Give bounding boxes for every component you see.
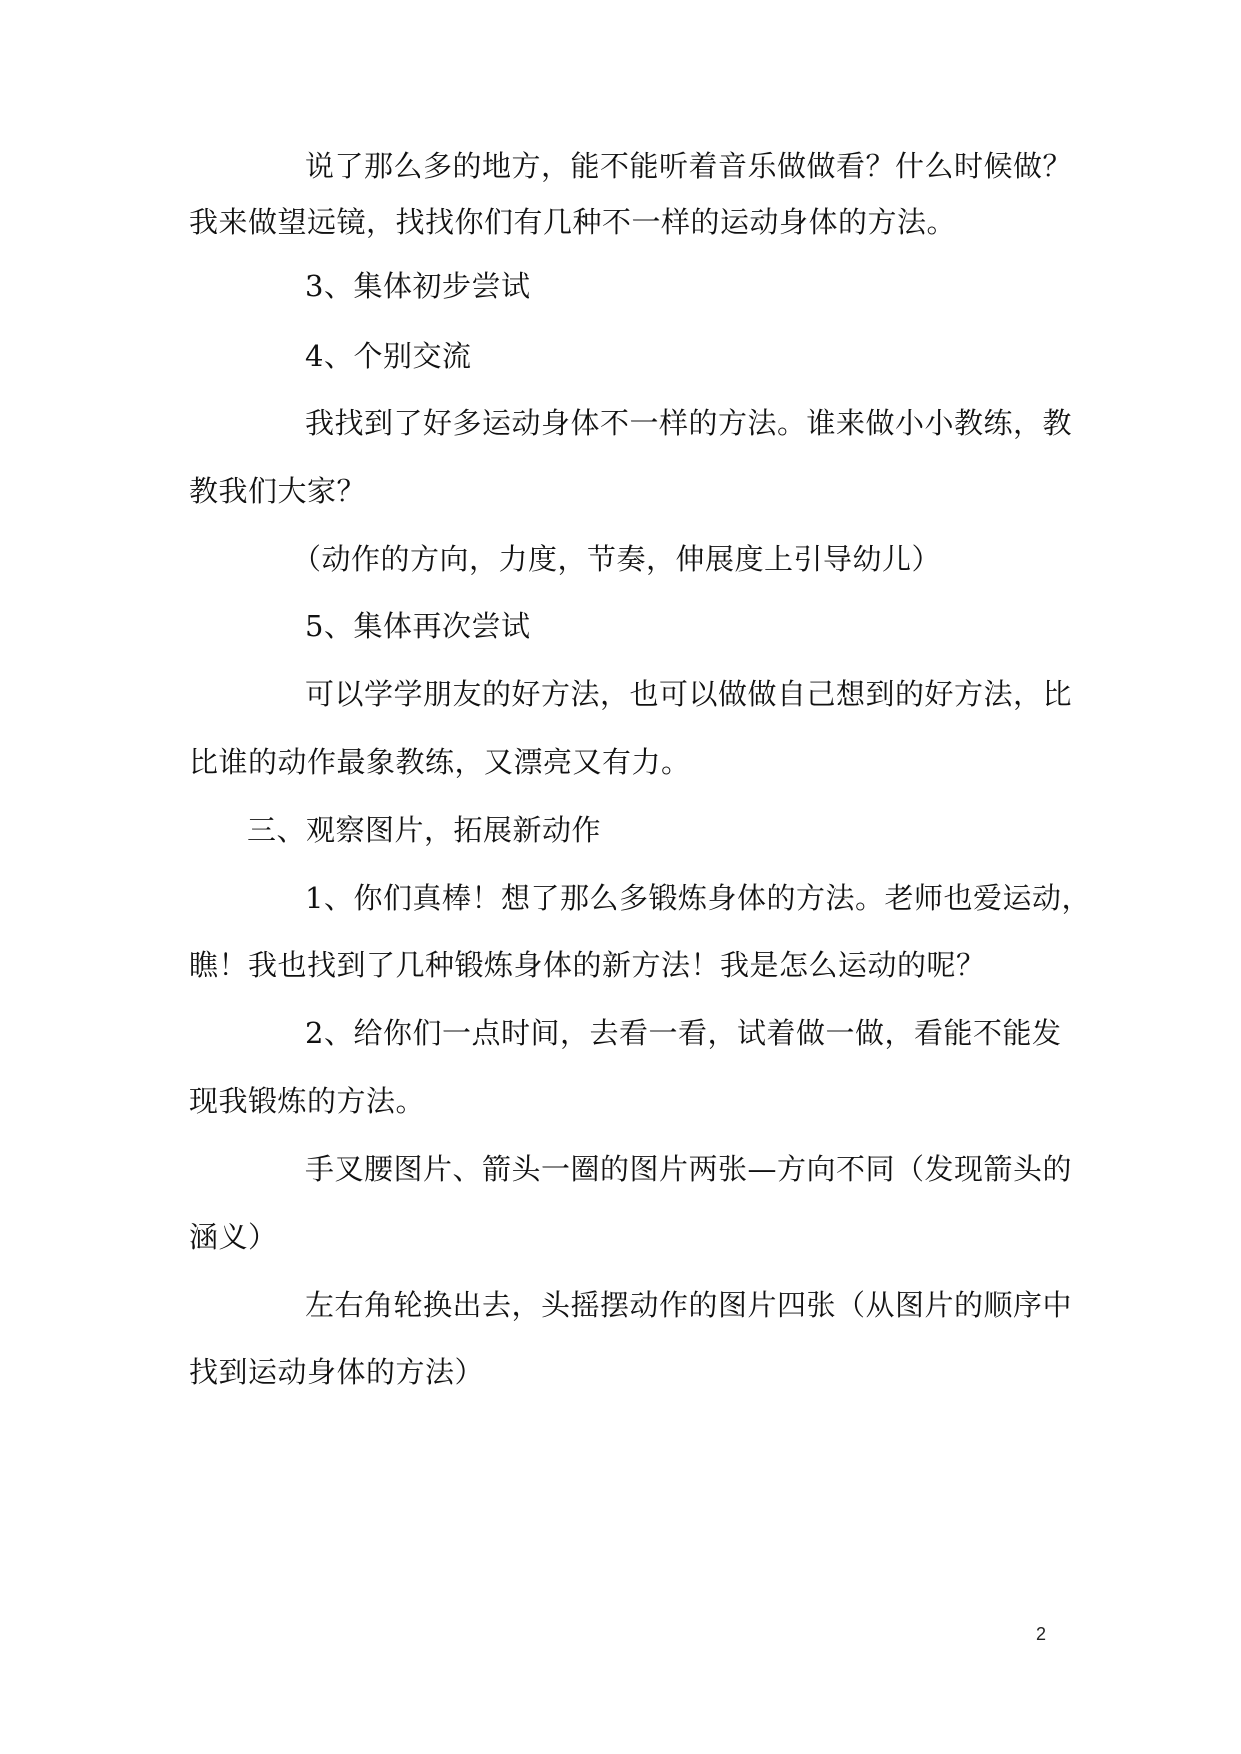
section-item-heading: 3、集体初步尝试 [305,269,531,303]
paragraph-line: 左右角轮换出去，头摇摆动作的图片四张（从图片的顺序中 [305,1288,1073,1322]
paragraph-line: 我来做望远镜，找找你们有几种不一样的运动身体的方法。 [189,205,957,239]
paragraph-line: 找到运动身体的方法） [189,1355,485,1389]
paragraph-line: 我找到了好多运动身体不一样的方法。谁来做小小教练，教 [305,406,1073,440]
section-item-heading: 5、集体再次尝试 [305,609,531,643]
page-number: 2 [1036,1624,1047,1644]
paragraph-line: 比谁的动作最象教练，又漂亮又有力。 [189,745,691,779]
paragraph-line: 现我锻炼的方法。 [189,1084,426,1118]
section-heading: 三、观察图片，拓展新动作 [247,813,602,847]
note-line: （动作的方向，力度，节奏，伸展度上引导幼儿） [292,542,942,576]
paragraph-line: 瞧！我也找到了几种锻炼身体的新方法！我是怎么运动的呢？ [189,948,986,982]
paragraph-line: 可以学学朋友的好方法，也可以做做自己想到的好方法，比 [305,677,1073,711]
section-item-heading: 4、个别交流 [305,339,472,373]
paragraph-line: 1、你们真棒！想了那么多锻炼身体的方法。老师也爱运动， [305,881,1091,915]
paragraph-line: 2、给你们一点时间，去看一看，试着做一做，看能不能发 [305,1016,1062,1050]
paragraph-line: 手叉腰图片、箭头一圈的图片两张—方向不同（发现箭头的 [305,1152,1073,1186]
paragraph-line: 教我们大家？ [189,474,367,508]
paragraph-line: 说了那么多的地方，能不能听着音乐做做看？什么时候做？ [305,149,1073,183]
paragraph-line: 涵义） [189,1220,278,1254]
